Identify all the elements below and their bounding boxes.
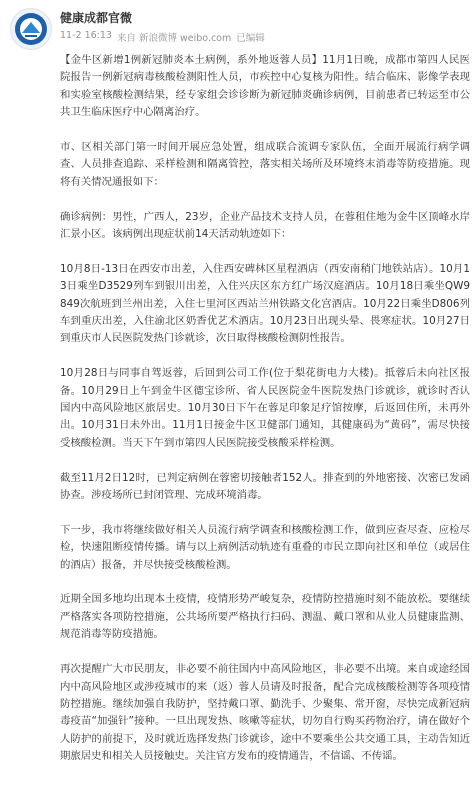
post-paragraph: 下一步，我市将继续做好相关人员流行病学调查和核酸检测工作，做到应查尽查、应检尽检，快速阻断疫情传播。请与以上病例活动轨迹有重叠的市民立即向社区和单位（或居住的酒店）报备，并尽快接受核酸检测。 <box>60 523 470 571</box>
post-source[interactable]: 来自 新浪微博 weibo.com <box>116 33 232 44</box>
post-paragraph: 市、区相关部门第一时间开展应急处置，组成联合流调专家队伍，全面开展流行病学调查、人员排查追踪、采样检测和隔离管控，落实相关场所及环境终末消毒等防疫措施。现将有关情况通报如下： <box>60 141 470 188</box>
post-paragraph: 截至11月2日12时，已判定病例在蓉密切接触者152人。排查到的外地密接、次密已发函协查。涉疫场所已封闭管理、完成环境消毒。 <box>60 471 470 502</box>
post-paragraph: 再次提醒广大市民朋友，非必要不前往国内中高风险地区，非必要不出境。来自或途经国内中高风险地区或涉疫城市的来（返）蓉人员请及时报备，配合完成核酸检测等各项疫情防控措施。继续加强自我防护，坚持戴口罩、勤洗手、少聚集、常开窗，尽快完成新冠病毒疫苗“加强针”接种。一旦出现发热、咳嗽等症状，切勿自行购买药物治疗，请在做好个人防护的前提下，及时就近选择发热门诊就诊，途中不要乘坐公共交通工具，主动告知近期旅居史和相关人员接触史。关注官方发布的疫情通告，不信谣、不传谣。 <box>60 663 470 763</box>
post-paragraph: 10月28日与同事自驾返蓉，后回到公司工作(位于梨花街电力大楼)。抵蓉后未向社区报备。10月29日上午到金牛区德宝诊所、省人民医院金牛医院发热门诊就诊，就诊时否认国内中高风险地区旅居史。10月30日下午在蓉足印象足疗馆按摩，后返回住所，未再外出。10月31日未外出。11月1日接金牛区卫健部门通知，其健康码为“黄码”，需尽快接受核酸检测。当天下午到市第四人民医院接受核酸采样检测。 <box>60 367 470 449</box>
post-paragraph: 【金牛区新增1例新冠肺炎本土病例，系外地返蓉人员】11月1日晚，成都市第四人民医院报告一例新冠病毒核酸检测阳性人员，市疾控中心复核为阳性。结合临床、影像学表现和实验室核酸检测结果，经专家组会诊诊断为新冠肺炎确诊病例，目前患者已转运至市公共卫生临床医疗中心隔离治疗。 <box>60 54 470 119</box>
avatar[interactable] <box>10 8 52 50</box>
post-paragraph: 确诊病例：男性，广西人，23岁，企业产品技术支持人员，在蓉租住地为金牛区顶峰水岸汇景小区。该病例出现症状前14天活动轨迹如下： <box>60 210 470 241</box>
post-body <box>60 52 470 766</box>
post-meta <box>60 30 265 44</box>
author-name[interactable]: 健康成都官微 <box>60 11 133 25</box>
city-emblem-icon <box>13 11 49 47</box>
post-time[interactable]: 11-2 16:13 <box>60 30 112 41</box>
post-header <box>0 0 476 54</box>
post-paragraph: 10月8日-13日在西安市出差，入住西安碑林区星程酒店（西安南稍门地铁站店）。10月13日乘坐D3529列车到银川出差，入住兴庆区东方红广场汉庭酒店。10月18日乘坐QW9849次航班到兰州出差，入住七里河区西站兰州铁路文化宫酒店。10月22日乘坐D806列车到重庆出差，入住渝北区奶香优艺术酒店。10月23日出现头晕、畏寒症状。10月27日到重庆市人民医院发热门诊就诊，次日取得核酸检测阴性报告。 <box>60 262 470 345</box>
post-paragraph: 近期全国多地均出现本土疫情，疫情形势严峻复杂，疫情防控措施时刻不能放松。要继续严格落实各项防控措施，公共场所要严格执行扫码、测温、戴口罩和从业人员健康监测、规范消毒等防疫措施。 <box>60 593 470 641</box>
edited-label: 已编辑 <box>236 33 265 44</box>
